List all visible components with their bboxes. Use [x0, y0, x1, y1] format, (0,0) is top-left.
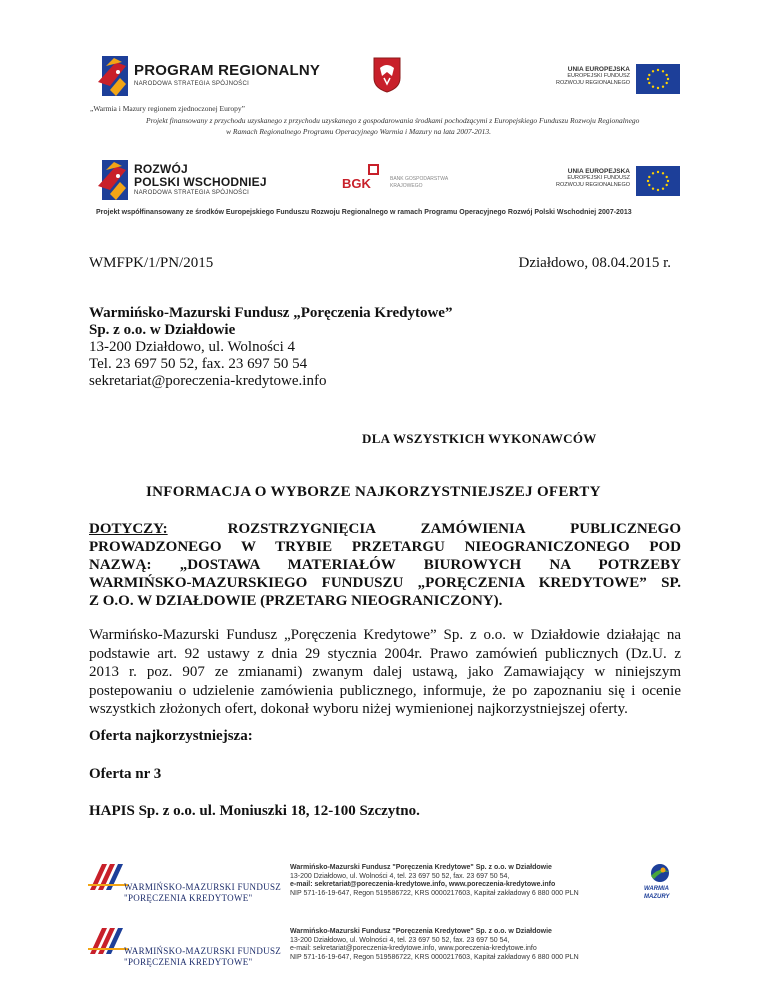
rozwoj-subtitle: NARODOWA STRATEGIA SPÓJNOŚCI: [134, 190, 250, 196]
header-slogan: „Warmia i Mazury regionem zjednoczonej Europy”: [90, 104, 245, 113]
rozwoj-line1: ROZWÓJ: [134, 162, 188, 176]
footer-2-info-line1: Warmińsko-Mazurski Fundusz "Poręczenia Kredytowe" Sp. z o.o. w Działdowie: [290, 928, 552, 935]
subject-line1: ROZSTRZYGNIĘCIA ZAMÓWIENIA PUBLICZNEGO: [227, 521, 681, 537]
footer-2: [88, 926, 688, 976]
program-regionalny-logo-icon: [96, 52, 130, 98]
body-paragraph: [89, 626, 681, 719]
rozwoj-polski-wschodniej-logo-icon: [96, 156, 130, 202]
region-logo-line1: WARMIA: [644, 886, 669, 892]
subject-line3: NAZWĄ: „DOSTAWA MATERIAŁÓW BIUROWYCH NA POTRZEBY: [89, 557, 681, 573]
program-regionalny-subtitle: NARODOWA STRATEGIA SPÓJNOŚCI: [134, 81, 250, 87]
warmia-mazury-region-logo-icon: [648, 862, 672, 884]
rozwoj-line2: POLSKI WSCHODNIEJ: [134, 175, 267, 189]
bgk-name: BGK: [342, 176, 371, 191]
footer-1-name-line2: "PORĘCZENIA KREDYTOWE": [124, 893, 253, 903]
body-line3: 2013 r. poz. 907 ze zmianami) zwanym dalej ustawą, jako Zamawiający w niniejszym: [89, 664, 681, 680]
warmia-mazury-coat-of-arms-icon: [372, 56, 402, 94]
sender-phone: Tel. 23 697 50 52, fax. 23 697 50 54: [89, 356, 308, 372]
footer-2-info-line2: 13-200 Działdowo, ul. Wolności 4, tel. 23 697 50 52, fax. 23 697 50 54,: [290, 936, 510, 944]
bgk-logo: [342, 164, 492, 194]
best-offer-label: Oferta najkorzystniejsza:: [89, 728, 253, 744]
bgk-line1: BANK GOSPODARSTWA: [390, 176, 449, 182]
subject-label: DOTYCZY:: [89, 521, 168, 537]
eu-block-2: [520, 166, 680, 206]
footer-1-info-line3: e-mail: sekretariat@poreczenia-kredytowe.info, www.poreczenia-kredytowe.info: [290, 881, 556, 888]
footer-2-info-line3: e-mail: sekretariat@poreczenia-kredytowe.info, www.poreczenia-kredytowe.info: [290, 945, 537, 952]
footer-1-name-line1: WARMIŃSKO-MAZURSKI FUNDUSZ: [124, 882, 282, 892]
header-project-note-line2: w Ramach Regionalnego Programu Operacyjnego Warmia i Mazury na lata 2007-2013.: [226, 127, 492, 136]
addressee: DLA WSZYSTKICH WYKONAWCÓW: [362, 431, 597, 446]
sender-name: Warmińsko-Mazurski Fundusz „Poręczenia Kredytowe”: [89, 305, 453, 321]
eu-block-1: [520, 64, 680, 104]
sender-legal-form: Sp. z o.o. w Działdowie: [89, 322, 236, 338]
subject-line2: PROWADZONEGO W TRYBIE PRZETARGU NIEOGRANICZONEGO POD: [89, 539, 681, 555]
body-line2: podstawie art. 92 ustawy z dnia 29 stycznia 2004r. Prawo zamówień publicznych (Dz.U. z: [89, 645, 681, 662]
document-reference: WMFPK/1/PN/2015: [89, 255, 214, 271]
eu-block-2-line2: EUROPEJSKI FUNDUSZ: [567, 175, 630, 181]
footer-1-info-line1: Warmińsko-Mazurski Fundusz "Poręczenia Kredytowe" Sp. z o.o. w Działdowie: [290, 864, 552, 871]
warmia-mazury-region-logo: [640, 862, 680, 908]
eu-block-2-line3: ROZWOJU REGIONALNEGO: [556, 182, 630, 188]
winner: HAPIS Sp. z o.o. ul. Moniuszki 18, 12-100 Szczytno.: [89, 803, 420, 819]
eu-block-1-line1: UNIA EUROPEJSKA: [567, 66, 630, 73]
bgk-line2: KRAJOWEGO: [390, 183, 423, 189]
subject-block: [89, 520, 681, 610]
eu-flag-icon: [636, 166, 680, 196]
wmfpk-logo-icon: [88, 862, 128, 892]
bgk-logo-icon: [368, 164, 379, 175]
wmfpk-logo-icon: [88, 926, 128, 956]
eu-block-2-line1: UNIA EUROPEJSKA: [567, 168, 630, 175]
document-title: INFORMACJA O WYBORZE NAJKORZYSTNIEJSZEJ OFERTY: [146, 484, 601, 500]
eu-flag-icon: [636, 64, 680, 94]
sender-email: sekretariat@poreczenia-kredytowe.info: [89, 373, 327, 389]
cofinance-note: Projekt współfinansowany ze środków Europejskiego Funduszu Rozwoju Regionalnego w ramach Programu Operacyjnego Rozwój Polski Wschodniej 2007-2013: [96, 209, 632, 216]
footer-1-info-line4: NIP 571-16-19-647, Regon 519586722, KRS 0000217603, Kapitał zakładowy 6 880 000 PLN: [290, 889, 579, 897]
region-logo-line2: MAZURY: [644, 894, 670, 900]
footer-1-info-line2: 13-200 Działdowo, ul. Wolności 4, tel. 23 697 50 52, fax. 23 697 50 54,: [290, 872, 510, 880]
footer-2-name-line1: WARMIŃSKO-MAZURSKI FUNDUSZ: [124, 946, 282, 956]
body-line5: wszystkich złożonych ofert, dokonał wyboru niżej wymienionej najkorzystniejszej oferty.: [89, 701, 628, 717]
program-regionalny-title: PROGRAM REGIONALNY: [134, 62, 321, 79]
footer-2-info-line4: NIP 571-16-19-647, Regon 519586722, KRS 0000217603, Kapitał zakładowy 6 880 000 PLN: [290, 953, 579, 961]
footer-1: [88, 862, 688, 912]
subject-line5: Z O.O. W DZIAŁDOWIE (PRZETARG NIEOGRANICZONY).: [89, 593, 503, 609]
rozwoj-polski-wschodniej-logo: [96, 156, 296, 204]
body-line4: postepowaniu o udzielenie zamówienia publicznego, informuje, że po zapoznaniu się i ocenie: [89, 682, 681, 699]
eu-block-1-line3: ROZWOJU REGIONALNEGO: [556, 80, 630, 86]
sender-street: 13-200 Działdowo, ul. Wolności 4: [89, 339, 295, 355]
program-regionalny-logo: [96, 52, 321, 100]
eu-block-1-line2: EUROPEJSKI FUNDUSZ: [567, 73, 630, 79]
offer-number: Oferta nr 3: [89, 766, 162, 782]
sender-address: [89, 305, 452, 390]
body-line1: Warmińsko-Mazurski Fundusz „Poręczenia Kredytowe” Sp. z o.o. w Działdowie działając na: [89, 627, 681, 643]
header-project-note-line1: Projekt finansowany z przychodu uzyskanego z przychodu uzyskanego z gospodarowania środkami pochodzącymi z Europejskiego Funduszu Rozwoju Regionalnego: [146, 116, 640, 125]
footer-2-name-line2: "PORĘCZENIA KREDYTOWE": [124, 957, 253, 967]
subject-line4: WARMIŃSKO-MAZURSKIEGO FUNDUSZU „PORĘCZENIA KREDYTOWE” SP.: [89, 575, 681, 591]
document-place-date: Działdowo, 08.04.2015 r.: [518, 255, 671, 271]
